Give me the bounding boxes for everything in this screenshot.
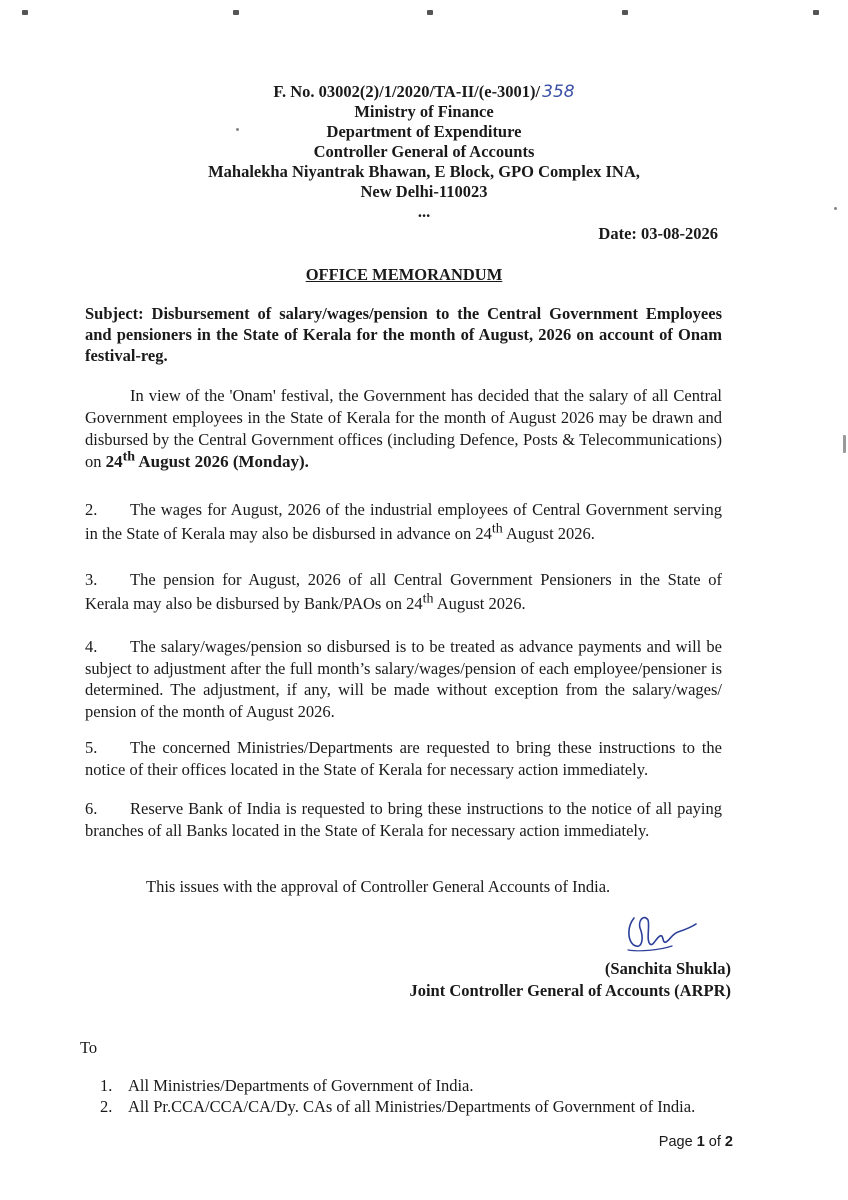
punch-mark xyxy=(813,10,819,15)
paragraph-3-text: The pension for August, 2026 of all Central Government Pensioners in the State of Kerala may also be disbursed by Bank/PAOs on 24 xyxy=(85,570,722,613)
memo-title: OFFICE MEMORANDUM xyxy=(305,265,503,284)
recipient-text: All Ministries/Departments of Government of India. xyxy=(128,1076,474,1095)
paragraph-6-number: 6. xyxy=(85,799,98,818)
paragraph-1 xyxy=(85,385,722,473)
ministry-name: Ministry of Finance xyxy=(354,102,494,121)
recipient-number: 2. xyxy=(100,1097,113,1116)
paragraph-5-text: The concerned Ministries/Departments are requested to bring these instructions to the notice of their offices located in the State of Kerala for necessary action immediately. xyxy=(85,738,722,779)
memo-date: Date: 03-08-2026 xyxy=(598,224,718,243)
department-name: Department of Expenditure xyxy=(326,122,522,141)
paragraph-6-text: Reserve Bank of India is requested to bring these instructions to the notice of all paying branches of all Banks located in the State of Kerala for necessary action immediately. xyxy=(85,799,722,840)
paragraph-4-number: 4. xyxy=(85,637,98,656)
punch-mark xyxy=(22,10,28,15)
address-line-1: Mahalekha Niyantrak Bhawan, E Block, GPO Complex INA, xyxy=(208,162,640,181)
handwritten-file-number: 358 xyxy=(542,82,575,102)
paragraph-4-text: The salary/wages/pension so disbursed is to be treated as advance payments and will be subject to adjustment after the full month’s salary/wages/pension of each employee/pensioner is determined. The adjustment, if any, will be made without exception from the salary/wages/ pension of the month of August 2026. xyxy=(85,637,722,721)
paragraph-3-sup: th xyxy=(422,591,434,607)
recipient-text: All Pr.CCA/CCA/CA/Dy. CAs of all Ministries/Departments of Government of India. xyxy=(128,1097,696,1116)
paragraph-3 xyxy=(85,568,722,616)
paragraph-1-text: In view of the 'Onam' festival, the Government has decided that the salary of all Central Government employees in the State of Kerala for the month of August 2026 may be drawn and disbursed by the Central Government offices (including Defence, Posts & Telecommunications) on xyxy=(85,386,722,471)
paragraph-5-number: 5. xyxy=(85,738,98,757)
page-total: 2 xyxy=(724,1134,733,1150)
paragraph-1-day: 24 xyxy=(105,452,123,471)
page-of: of xyxy=(704,1134,725,1150)
signer-name: (Sanchita Shukla) xyxy=(604,959,731,978)
paragraph-6 xyxy=(85,798,722,841)
punch-mark xyxy=(427,10,433,15)
approval-note: This issues with the approval of Controller General Accounts of India. xyxy=(146,877,611,896)
paragraph-5 xyxy=(85,737,722,780)
page-prefix: Page xyxy=(658,1134,697,1150)
file-number: F. No. 03002(2)/1/2020/TA-II/(e-3001)/ xyxy=(273,82,541,101)
paragraph-4 xyxy=(85,636,722,722)
address-line-2: New Delhi-110023 xyxy=(360,182,488,201)
page-number xyxy=(659,1134,733,1150)
paragraph-2 xyxy=(85,498,722,546)
signer-designation: Joint Controller General of Accounts (ARPR) xyxy=(409,981,731,1000)
to-label: To xyxy=(80,1038,98,1057)
punch-mark xyxy=(233,10,239,15)
paragraph-1-date-rest: August 2026 (Monday). xyxy=(135,452,309,471)
paragraph-2-number: 2. xyxy=(85,500,98,519)
paragraph-1-sup: th xyxy=(122,449,136,465)
memo-subject: Subject: Disbursement of salary/wages/pension to the Central Government Employees and pensioners in the State of Kerala for the month of August, 2026 on account of Onam festival-reg. xyxy=(85,304,722,365)
recipient-list xyxy=(100,1075,695,1117)
paragraph-2-rest: August 2026. xyxy=(502,524,595,543)
paragraph-3-rest: August 2026. xyxy=(433,594,526,613)
recipient-number: 1. xyxy=(100,1076,113,1095)
paragraph-2-sup: th xyxy=(491,521,503,537)
signature-image xyxy=(620,910,700,956)
paragraph-3-number: 3. xyxy=(85,570,98,589)
office-name: Controller General of Accounts xyxy=(313,142,535,161)
page-current: 1 xyxy=(696,1134,705,1150)
paragraph-2-text: The wages for August, 2026 of the industrial employees of Central Government serving in the State of Kerala may also be disbursed in advance on 24 xyxy=(85,500,722,543)
file-number-line xyxy=(0,82,848,102)
recipient-item xyxy=(100,1075,695,1096)
scan-speck xyxy=(843,435,846,453)
recipient-item xyxy=(100,1096,695,1117)
punch-mark xyxy=(622,10,628,15)
signer-block xyxy=(409,958,731,1002)
letterhead xyxy=(0,82,848,222)
header-separator: ... xyxy=(417,202,431,221)
